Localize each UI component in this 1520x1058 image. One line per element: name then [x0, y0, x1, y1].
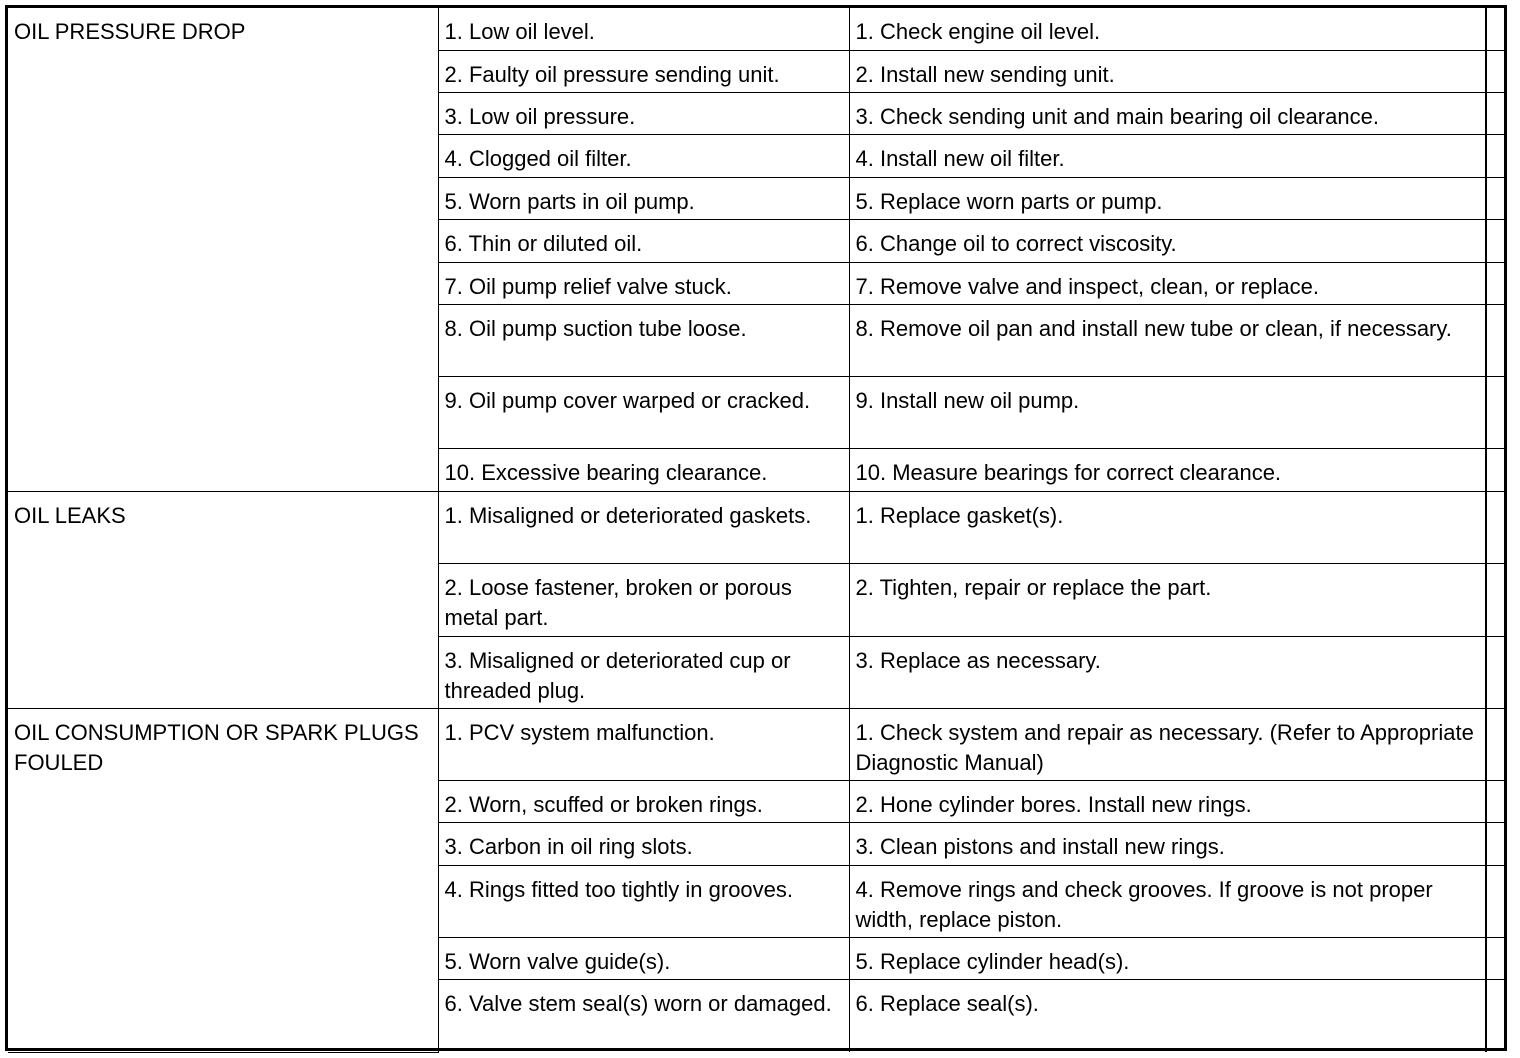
correction-cell: 2. Install new sending unit.: [849, 50, 1486, 92]
correction-cell: 10. Measure bearings for correct clearance.: [849, 448, 1486, 491]
blank-cell: [1486, 376, 1504, 448]
blank-cell: [1486, 865, 1504, 937]
condition-cell: OIL LEAKS: [8, 491, 438, 708]
blank-cell: [1486, 8, 1504, 50]
blank-cell: [1486, 636, 1504, 708]
correction-cell: 7. Remove valve and inspect, clean, or replace.: [849, 262, 1486, 304]
correction-cell: 5. Replace worn parts or pump.: [849, 177, 1486, 219]
correction-cell: 6. Change oil to correct viscosity.: [849, 219, 1486, 262]
correction-cell: 9. Install new oil pump.: [849, 376, 1486, 448]
cause-cell: 1. Misaligned or deteriorated gaskets.: [438, 491, 849, 563]
table-row: [8, 8, 1504, 50]
blank-cell: [1486, 134, 1504, 177]
blank-cell: [1486, 822, 1504, 865]
blank-cell: [1486, 491, 1504, 563]
correction-cell: 2. Tighten, repair or replace the part.: [849, 563, 1486, 636]
blank-cell: [1486, 50, 1504, 92]
cause-cell: 1. PCV system malfunction.: [438, 708, 849, 780]
blank-cell: [1486, 304, 1504, 376]
correction-cell: 5. Replace cylinder head(s).: [849, 937, 1486, 979]
cause-cell: 1. Low oil level.: [438, 8, 849, 50]
condition-cell: OIL CONSUMPTION OR SPARK PLUGS FOULED: [8, 708, 438, 1052]
correction-cell: 1. Check engine oil level.: [849, 8, 1486, 50]
blank-cell: [1486, 177, 1504, 219]
blank-cell: [1486, 92, 1504, 134]
cause-cell: 3. Misaligned or deteriorated cup or threaded plug.: [438, 636, 849, 708]
correction-cell: 3. Replace as necessary.: [849, 636, 1486, 708]
cause-cell: 5. Worn valve guide(s).: [438, 937, 849, 979]
cause-cell: 6. Valve stem seal(s) worn or damaged.: [438, 979, 849, 1052]
blank-cell: [1486, 219, 1504, 262]
cause-cell: 7. Oil pump relief valve stuck.: [438, 262, 849, 304]
cause-cell: 2. Worn, scuffed or broken rings.: [438, 780, 849, 822]
condition-cell: OIL PRESSURE DROP: [8, 8, 438, 491]
correction-cell: 1. Check system and repair as necessary. (Refer to Appropriate Diagnostic Manual): [849, 708, 1486, 780]
cause-cell: 3. Carbon in oil ring slots.: [438, 822, 849, 865]
blank-cell: [1486, 780, 1504, 822]
table-row: [8, 491, 1504, 563]
cause-cell: 3. Low oil pressure.: [438, 92, 849, 134]
cause-cell: 5. Worn parts in oil pump.: [438, 177, 849, 219]
cause-cell: 9. Oil pump cover warped or cracked.: [438, 376, 849, 448]
cause-cell: 2. Faulty oil pressure sending unit.: [438, 50, 849, 92]
table-row: [8, 708, 1504, 780]
correction-cell: 2. Hone cylinder bores. Install new rings.: [849, 780, 1486, 822]
correction-cell: 3. Check sending unit and main bearing oil clearance.: [849, 92, 1486, 134]
correction-cell: 4. Install new oil filter.: [849, 134, 1486, 177]
cause-cell: 6. Thin or diluted oil.: [438, 219, 849, 262]
cause-cell: 4. Clogged oil filter.: [438, 134, 849, 177]
correction-cell: 4. Remove rings and check grooves. If groove is not proper width, replace piston.: [849, 865, 1486, 937]
diagnosis-table-body: [8, 8, 1504, 1052]
diagnosis-table: [8, 8, 1504, 1053]
cause-cell: 10. Excessive bearing clearance.: [438, 448, 849, 491]
correction-cell: 1. Replace gasket(s).: [849, 491, 1486, 563]
cause-cell: 2. Loose fastener, broken or porous metal part.: [438, 563, 849, 636]
correction-cell: 3. Clean pistons and install new rings.: [849, 822, 1486, 865]
cause-cell: 8. Oil pump suction tube loose.: [438, 304, 849, 376]
blank-cell: [1486, 979, 1504, 1052]
blank-cell: [1486, 937, 1504, 979]
correction-cell: 8. Remove oil pan and install new tube or clean, if necessary.: [849, 304, 1486, 376]
diagnosis-table-frame: [5, 5, 1507, 1051]
blank-cell: [1486, 448, 1504, 491]
blank-cell: [1486, 708, 1504, 780]
blank-cell: [1486, 262, 1504, 304]
cause-cell: 4. Rings fitted too tightly in grooves.: [438, 865, 849, 937]
blank-cell: [1486, 563, 1504, 636]
correction-cell: 6. Replace seal(s).: [849, 979, 1486, 1052]
